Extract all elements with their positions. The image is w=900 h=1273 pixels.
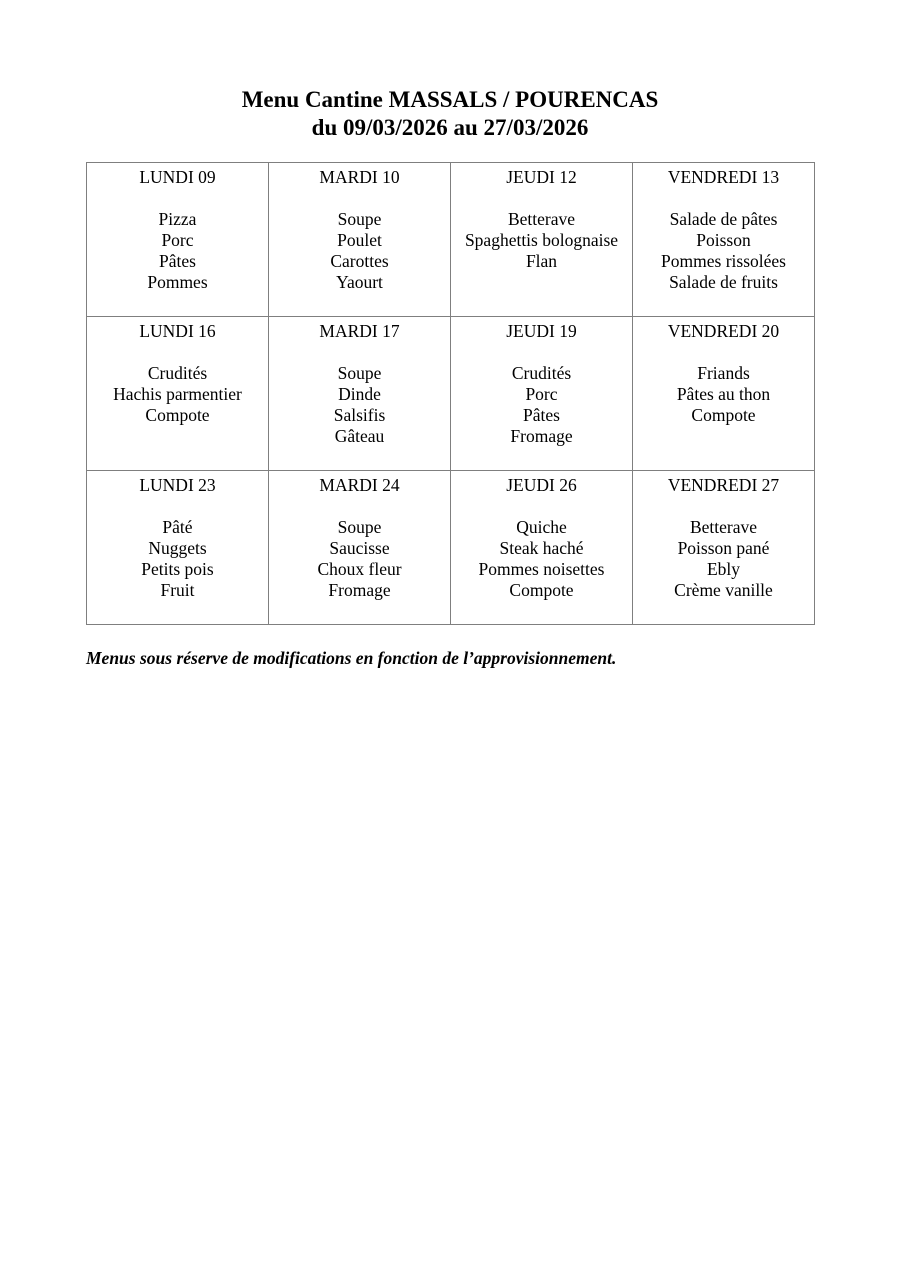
dish-item: Pommes noisettes [478, 559, 605, 579]
day-cell [269, 471, 451, 625]
day-label: LUNDI 09 [139, 167, 216, 187]
dish-item: Pommes [147, 272, 208, 292]
dish-item: Fruit [160, 580, 195, 600]
dish-item: Poisson [696, 230, 751, 250]
day-cell [87, 317, 269, 471]
dish-item: Fromage [328, 580, 391, 600]
dish-item: Pizza [158, 209, 197, 229]
dish-item: Soupe [337, 363, 382, 383]
dish-item: Crudités [147, 363, 208, 383]
dish-item: Dinde [338, 384, 381, 404]
dish-item: Spaghettis bolognaise [464, 230, 619, 250]
dish-item: Steak haché [499, 538, 584, 558]
dish-item: Petits pois [141, 559, 214, 579]
dish-item: Salsifis [333, 405, 386, 425]
dish-item: Compote [145, 405, 210, 425]
dish-item: Yaourt [336, 272, 383, 292]
week-row [87, 317, 815, 471]
dish-item: Compote [509, 580, 574, 600]
menu-table [86, 162, 815, 625]
dish-item: Carottes [330, 251, 389, 271]
day-cell [633, 471, 815, 625]
week-row [87, 163, 815, 317]
dish-item: Crudités [511, 363, 572, 383]
dish-item: Saucisse [329, 538, 390, 558]
dish-item: Soupe [337, 517, 382, 537]
day-label: JEUDI 26 [506, 475, 577, 495]
day-label: LUNDI 16 [139, 321, 216, 341]
day-label: MARDI 17 [319, 321, 400, 341]
dish-item: Choux fleur [317, 559, 402, 579]
dish-item: Pâtes [159, 251, 196, 271]
day-cell [451, 317, 633, 471]
dish-item: Gâteau [334, 426, 385, 446]
dish-item: Pâté [162, 517, 193, 537]
day-label: MARDI 10 [319, 167, 400, 187]
dish-item: Porc [161, 230, 194, 250]
week-row [87, 471, 815, 625]
day-label: JEUDI 12 [506, 167, 577, 187]
dish-item: Poisson pané [677, 538, 770, 558]
day-label: VENDREDI 13 [667, 167, 780, 187]
title-line-2: du 09/03/2026 au 27/03/2026 [311, 115, 589, 140]
dish-item: Soupe [337, 209, 382, 229]
day-label: VENDREDI 27 [667, 475, 780, 495]
day-cell [633, 163, 815, 317]
dish-item: Betterave [507, 209, 576, 229]
day-cell [269, 163, 451, 317]
dish-item: Friands [697, 363, 750, 383]
page-title [0, 86, 900, 142]
dish-item: Poulet [337, 230, 382, 250]
dish-item: Nuggets [148, 538, 207, 558]
day-label: MARDI 24 [319, 475, 400, 495]
dish-item: Pommes rissolées [661, 251, 786, 271]
dish-item: Flan [525, 251, 558, 271]
dish-item: Crème vanille [674, 580, 773, 600]
footnote: Menus sous réserve de modifications en fonction de l’approvisionnement. [86, 648, 617, 668]
dish-item: Pâtes [523, 405, 560, 425]
dish-item: Quiche [516, 517, 567, 537]
day-cell [633, 317, 815, 471]
day-cell [269, 317, 451, 471]
day-cell [87, 163, 269, 317]
dish-item: Salade de fruits [669, 272, 778, 292]
dish-item: Hachis parmentier [113, 384, 242, 404]
day-label: JEUDI 19 [506, 321, 577, 341]
day-cell [451, 163, 633, 317]
dish-item: Ebly [706, 559, 741, 579]
dish-item: Compote [691, 405, 756, 425]
day-cell [451, 471, 633, 625]
day-cell [87, 471, 269, 625]
dish-item: Pâtes au thon [676, 384, 771, 404]
dish-item: Salade de pâtes [669, 209, 778, 229]
dish-item: Betterave [689, 517, 758, 537]
title-line-1: Menu Cantine MASSALS / POURENCAS [241, 87, 659, 112]
dish-item: Porc [525, 384, 558, 404]
day-label: VENDREDI 20 [667, 321, 780, 341]
day-label: LUNDI 23 [139, 475, 216, 495]
dish-item: Fromage [510, 426, 573, 446]
